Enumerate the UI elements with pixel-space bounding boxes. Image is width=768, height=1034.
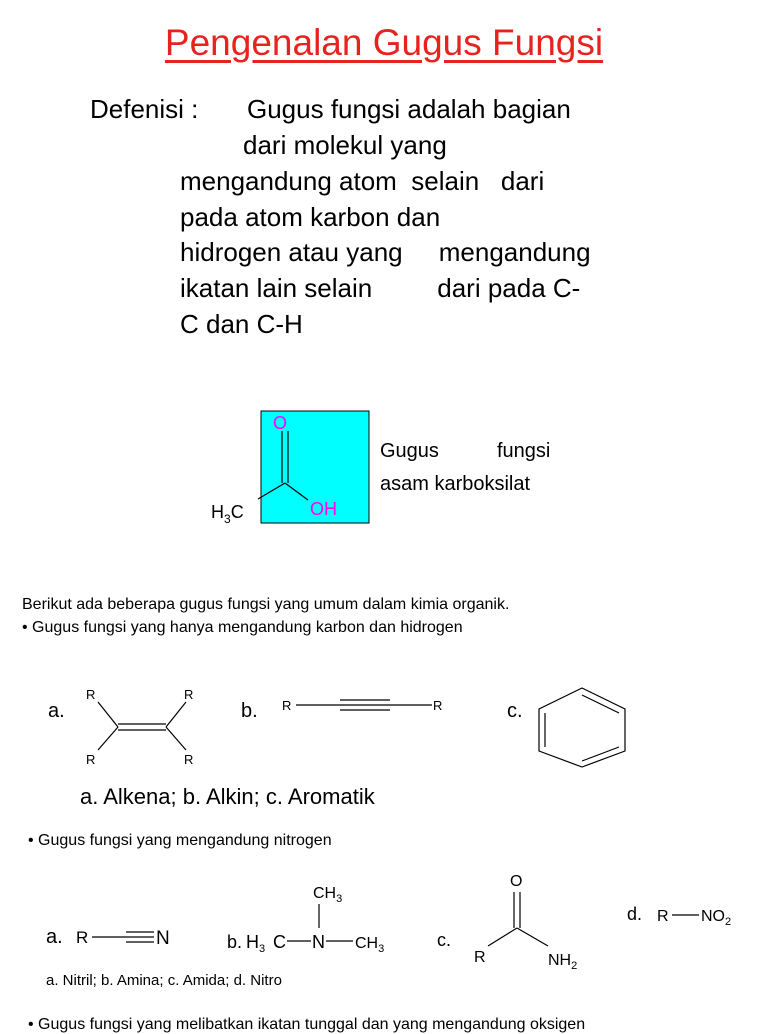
amine-structure (225, 878, 400, 958)
nitrogen-bullet: • Gugus fungsi yang mengandung nitrogen (28, 832, 332, 849)
svg-text:R: R (86, 752, 96, 767)
definition-label: Defenisi : (90, 94, 199, 124)
nitrile-structure (74, 922, 184, 952)
carboxyl-figure (205, 405, 385, 535)
definition-line-2: dari molekul yang (243, 130, 447, 160)
definition-line-3: mengandung atom selain dari (180, 166, 545, 196)
definition-line-6: ikatan lain selain dari pada C- (180, 273, 581, 303)
definition-line-1: Gugus fungsi adalah bagian (247, 94, 571, 124)
alkene-structure (80, 682, 200, 772)
definition-line-4: pada atom karbon dan (180, 202, 441, 232)
svg-text:N: N (156, 928, 170, 949)
nitrogen-caption: a. Nitril; b. Amina; c. Amida; d. Nitro (46, 972, 282, 989)
carboxyl-o-atom: O (273, 413, 288, 433)
svg-text:CH3: $CH_3$ (313, 885, 343, 905)
carboxyl-h3c: $H_3C$ (211, 502, 244, 526)
svg-text:R: R (76, 928, 89, 947)
svg-text:R: R (474, 949, 486, 966)
carboxyl-caption-line2: asam karboksilat (380, 473, 531, 495)
svg-text:CH3: $CH_3$ (355, 935, 385, 955)
oxygen-bullet: • Gugus fungsi yang melibatkan ikatan tunggal dan yang mengandung oksigen (28, 1016, 586, 1033)
svg-text:R: R (282, 698, 292, 713)
svg-text:R: R (433, 698, 443, 713)
page-title: Pengenalan Gugus Fungsi (164, 22, 604, 63)
nitro-structure (625, 900, 755, 935)
carboxyl-oh-group: OH (310, 499, 337, 519)
amide-structure (468, 868, 588, 973)
alkyne-structure (280, 692, 450, 722)
svg-text:N: N (312, 932, 325, 952)
alkene-label: a. (48, 700, 65, 722)
amide-label: c. (437, 930, 452, 950)
svg-text:NO2: $NO_2$ (701, 908, 732, 928)
svg-text:R: R (184, 687, 194, 702)
svg-text:d.: d. (627, 904, 643, 924)
svg-text:C: C (273, 932, 286, 952)
svg-text:b.H3N: b. $H_3$ (227, 932, 266, 955)
hydrocarbon-caption: a. Alkena; b. Alkin; c. Aromatik (80, 784, 375, 809)
aromatic-label: c. (507, 700, 523, 722)
definition-line-5: hidrogen atau yang mengandung (180, 237, 591, 267)
nitrile-label: a. (46, 926, 63, 948)
intro-line: Berikut ada beberapa gugus fungsi yang umum dalam kimia organik. (22, 596, 510, 613)
carboxyl-caption-word2: fungsi (497, 440, 551, 462)
hydrocarbon-bullet: • Gugus fungsi yang hanya mengandung karbon dan hidrogen (22, 619, 463, 636)
svg-text:NH2: $NH_2$ (548, 952, 578, 972)
svg-text:R: R (184, 752, 194, 767)
alkyne-label: b. (241, 700, 258, 722)
svg-text:R: R (86, 687, 96, 702)
definition-line-7: C dan C-H (180, 309, 303, 339)
carboxyl-caption-word1: Gugus (380, 440, 439, 462)
svg-text:O: O (510, 873, 523, 890)
svg-text:R: R (657, 908, 669, 925)
benzene-structure (535, 685, 630, 770)
